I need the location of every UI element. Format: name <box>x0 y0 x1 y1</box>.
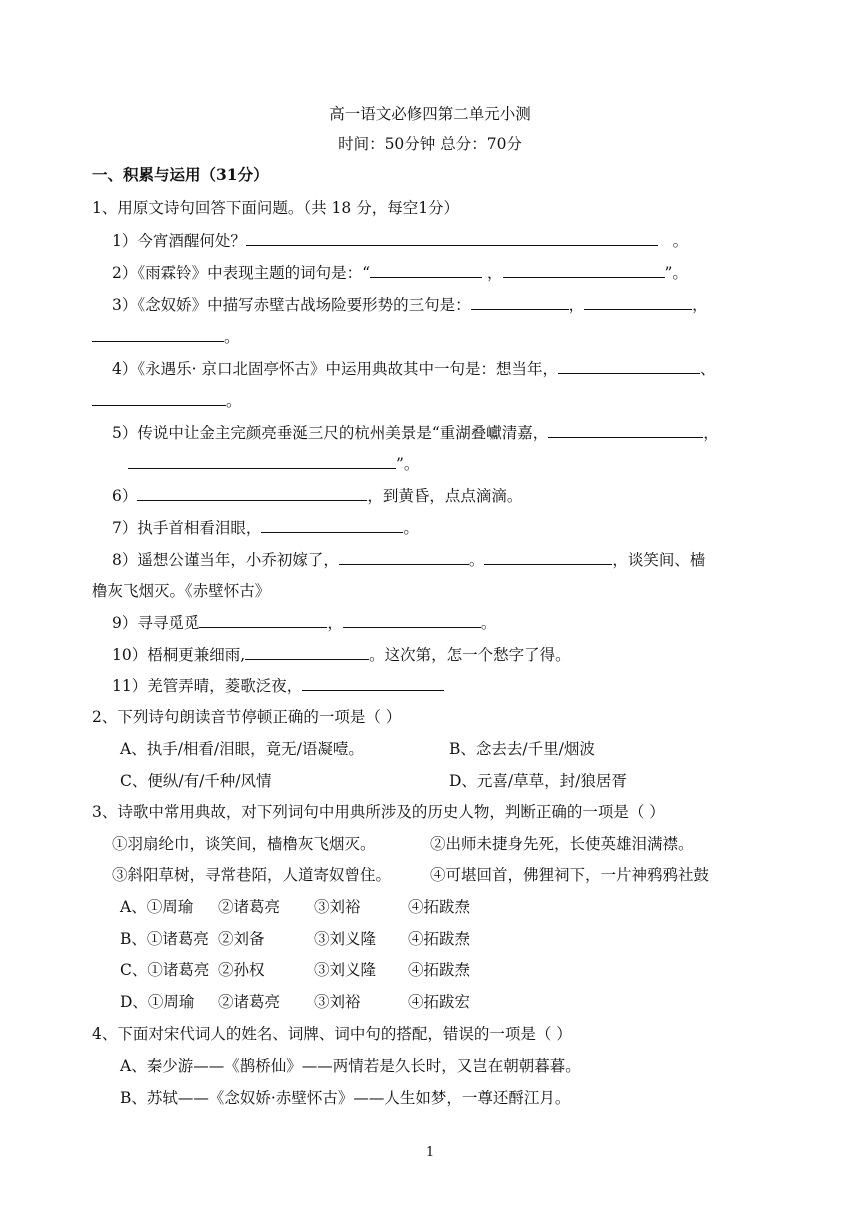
q1-item-2-text: 2）《雨霖铃》中表现主题的词句是：“ <box>112 264 371 282</box>
q2-option-a: A、执手/相看/泪眼，竟无/语凝噎。 <box>120 740 364 758</box>
q1-item-8-text: 8）遥想公谨当年，小乔初嫁了， <box>112 551 339 569</box>
q1-item-8-cont: 橹灰飞烟灭。《赤壁怀古》 <box>92 582 271 600</box>
q1-item-6-text: 6） <box>112 487 138 505</box>
q3-option-a-p2: ②诸葛亮 <box>218 898 281 916</box>
q3-sentence-3: ③斜阳草树，寻常巷陌，人道寄奴曾住。 <box>112 866 392 884</box>
q3-option-d-p3: ③刘裕 <box>314 993 361 1011</box>
q3-option-b-p2: ②刘备 <box>218 930 265 948</box>
q4-option-a: A、秦少游——《鹊桥仙》——两情若是久长时，又岂在朝朝暮暮。 <box>120 1057 581 1075</box>
q3-option-c-p2: ②孙权 <box>218 961 265 979</box>
answer-blank[interactable] <box>370 262 482 278</box>
q1-item-7-text: 7）执手首相看泪眼， <box>112 519 262 537</box>
q3-sentence-1: ①羽扇纶巾，谈笑间，樯橹灰飞烟灭。 <box>112 835 376 853</box>
q1-item-8 <box>112 549 705 570</box>
answer-blank[interactable] <box>92 326 224 342</box>
answer-blank[interactable] <box>246 230 658 246</box>
q1-item-3-cont-end: 。 <box>224 328 240 346</box>
q2-option-d: D、元喜/草草，封/狼居胥 <box>449 772 627 790</box>
page-title: 高一语文必修四第二单元小测 <box>329 105 531 123</box>
q1-item-6-end: ，到黄昏，点点滴滴。 <box>367 487 523 505</box>
q2-option-b: B、念去去/千里/烟波 <box>449 740 595 758</box>
q1-item-10-text: 10）梧桐更兼细雨, <box>112 646 246 664</box>
q3-option-b-p3: ③刘义隆 <box>314 930 377 948</box>
page-number: 1 <box>425 1145 435 1160</box>
question-3-stem: 3、诗歌中常用典故，对下列词句中用典所涉及的历史人物，判断正确的一项是（ ） <box>92 803 665 821</box>
q1-item-1-text: 1）今宵酒醒何处？ <box>112 232 246 250</box>
question-4-stem: 4、下面对宋代词人的姓名、词牌、词中句的搭配，错误的一项是（ ） <box>92 1025 572 1043</box>
answer-blank[interactable] <box>261 517 403 533</box>
q3-option-b-p4: ④拓跋焘 <box>408 930 471 948</box>
question-2-stem: 2、下列诗句朗读音节停顿正确的一项是（ ） <box>92 708 402 726</box>
q1-item-5-text: 5）传说中让金主完颜亮垂涎三尺的杭州美景是“重湖叠巘清嘉， <box>112 424 549 442</box>
q1-item-4-cont-end: 。 <box>226 392 242 410</box>
q1-item-4 <box>112 358 715 379</box>
q1-item-1 <box>112 230 688 251</box>
q3-option-b-p1: B、①诸葛亮 <box>120 930 209 948</box>
q1-item-8-mid: 。 <box>468 551 485 569</box>
q1-item-9 <box>112 612 496 633</box>
answer-blank[interactable] <box>245 644 369 660</box>
q1-item-4-cont <box>92 390 242 411</box>
q2-option-c: C、便纵/有/千种/风情 <box>120 772 272 790</box>
q3-option-c-p4: ④拓跋焘 <box>408 961 471 979</box>
q1-item-3-cont <box>92 326 240 347</box>
answer-blank[interactable] <box>128 453 396 469</box>
answer-blank[interactable] <box>503 262 665 278</box>
q1-item-4-end: 、 <box>699 360 716 378</box>
q3-option-d-p4: ④拓跋宏 <box>408 993 471 1011</box>
q3-sentence-4: ④可堪回首，佛狸祠下，一片神鸦鸦社鼓 <box>430 866 710 884</box>
q1-item-5-end: ， <box>703 424 719 442</box>
q1-item-9-end: 。 <box>480 614 497 632</box>
q4-option-b: B、苏轼——《念奴娇·赤壁怀古》——人生如梦，一尊还酹江月。 <box>120 1089 571 1107</box>
q1-item-10-end: 。这次第，怎一个愁字了得。 <box>369 646 571 664</box>
q1-item-7-end: 。 <box>403 519 419 537</box>
answer-blank[interactable] <box>92 390 226 406</box>
q1-item-5-cont <box>128 453 419 474</box>
answer-blank[interactable] <box>343 612 481 628</box>
answer-blank[interactable] <box>137 485 367 501</box>
answer-blank[interactable] <box>302 675 444 691</box>
q1-item-3-mid: ， <box>568 296 585 314</box>
q3-option-a-p1: A、①周瑜 <box>120 898 194 916</box>
q1-item-5 <box>112 422 719 443</box>
q1-item-7 <box>112 517 419 538</box>
q1-item-2-mid: ， <box>486 264 503 282</box>
q3-option-a-p3: ③刘裕 <box>314 898 361 916</box>
q1-item-10 <box>112 644 571 665</box>
answer-blank[interactable] <box>199 612 327 628</box>
q3-option-a-p4: ④拓跋焘 <box>408 898 471 916</box>
q1-item-11 <box>112 675 444 696</box>
q3-option-c-p3: ③刘义隆 <box>314 961 377 979</box>
page-subtitle: 时间：50分钟 总分：70分 <box>338 135 522 153</box>
answer-blank[interactable] <box>471 294 569 310</box>
q3-option-d-p2: ②诸葛亮 <box>218 993 281 1011</box>
q1-item-5-cont-end: ”。 <box>396 455 420 473</box>
section-heading: 一、积累与运用（31分） <box>92 165 269 184</box>
q1-item-1-end: 。 <box>672 232 689 250</box>
q1-item-2 <box>112 262 688 283</box>
answer-blank[interactable] <box>584 294 692 310</box>
q1-item-2-end: ”。 <box>664 264 688 282</box>
q3-sentence-2: ②出师未捷身先死，长使英雄泪满襟。 <box>430 835 694 853</box>
q1-item-8-end: ，谈笑间、樯 <box>612 551 706 569</box>
answer-blank[interactable] <box>484 549 612 565</box>
q1-item-3-end: ， <box>692 296 708 314</box>
q1-item-4-text: 4）《永遇乐· 京口北固亭怀古》中运用典故其中一句是：想当年， <box>112 360 558 378</box>
q1-item-6 <box>112 485 522 506</box>
q1-item-11-text: 11）羌管弄晴，菱歌泛夜， <box>112 677 303 695</box>
answer-blank[interactable] <box>558 358 700 374</box>
question-1-stem: 1、用原文诗句回答下面问题。（共 18 分，每空1分） <box>92 199 460 217</box>
answer-blank[interactable] <box>548 422 703 438</box>
q3-option-c-p1: C、①诸葛亮 <box>120 961 210 979</box>
answer-blank[interactable] <box>339 549 469 565</box>
q3-option-d-p1: D、①周瑜 <box>120 993 195 1011</box>
q1-item-3-text: 3）《念奴娇》中描写赤壁古战场险要形势的三句是： <box>112 296 471 314</box>
q1-item-3 <box>112 294 708 315</box>
q1-item-9-mid: ， <box>327 614 343 632</box>
q1-item-9-text: 9）寻寻觅觅 <box>112 614 200 632</box>
